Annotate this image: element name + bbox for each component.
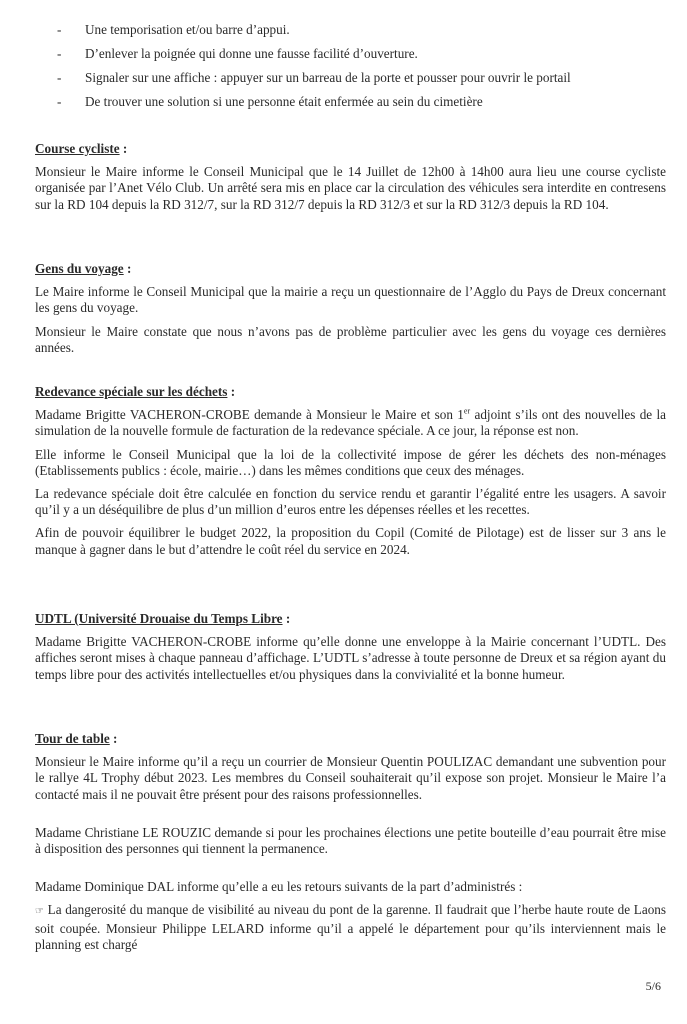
- section-tour-de-table: [35, 731, 666, 960]
- section-heading: Redevance spéciale sur les déchets :: [35, 384, 236, 399]
- bullet-dash: -: [57, 22, 62, 37]
- list-item: - Une temporisation et/ou barre d’appui.: [57, 22, 290, 37]
- section-gens-du-voyage: [35, 261, 666, 363]
- paragraph: La redevance spéciale doit être calculée en fonction du service rendu et garantir l’égalité entre les usagers. A savoir qu’il y a un déséquilibre de plus d’un million d’euros entre les dépenses réelles et les recettes.: [35, 486, 666, 518]
- finger-bullet-item: ☞ La dangerosité du manque de visibilité au niveau du pont de la garenne. Il faudrait que l’herbe haute route de Laons soit coupée. Monsieur Philippe LELARD informe qu’il a appelé le département pour qu’ils interviennent mais le planning est chargé: [35, 902, 667, 952]
- bullet-list: [57, 22, 657, 118]
- section-heading: UDTL (Université Drouaise du Temps Libre :: [35, 611, 291, 626]
- list-item: - Signaler sur une affiche : appuyer sur un barreau de la porte et pousser pour ouvrir le portail: [57, 70, 571, 85]
- bullet-dash: -: [57, 94, 62, 109]
- paragraph: Afin de pouvoir équilibrer le budget 2022, la proposition du Copil (Comité de Pilotage) est de lisser sur 3 ans le manque à gagner dans le but d’attendre le coût réel du service en 2024.: [35, 525, 666, 557]
- paragraph: Madame Brigitte VACHERON-CROBE demande à Monsieur le Maire et son 1er adjoint s’ils ont des nouvelles de la simulation de la nouvelle formule de facturation de la redevance spéciale. A ce jour, la réponse est non.: [35, 406, 667, 439]
- paragraph: Monsieur le Maire constate que nous n’avons pas de problème particulier avec les gens du voyage ces dernières années.: [35, 323, 666, 355]
- section-course-cycliste: [35, 141, 666, 220]
- list-item: - De trouver une solution si une personne était enfermée au sein du cimetière: [57, 94, 483, 109]
- page-number: 5/6: [645, 979, 661, 993]
- section-heading: Tour de table :: [35, 731, 118, 746]
- paragraph: Le Maire informe le Conseil Municipal que la mairie a reçu un questionnaire de l’Agglo du Pays de Dreux concernant les gens du voyage.: [35, 284, 666, 316]
- section-udtl: [35, 611, 666, 690]
- paragraph: Monsieur le Maire informe le Conseil Municipal que le 14 Juillet de 12h00 à 14h00 aura lieu une course cycliste organisée par l’Anet Vélo Club. Un arrêté sera mis en place car la circulation des véhicules sera interdite en contresens sur la RD 104 depuis la RD 312/7, sur la RD 312/7 depuis la RD 312/3 et sur la RD 312/3 depuis la RD 104.: [35, 164, 666, 212]
- list-item: - D’enlever la poignée qui donne une fausse facilité d’ouverture.: [57, 46, 418, 61]
- paragraph: Madame Brigitte VACHERON-CROBE informe qu’elle donne une enveloppe à la Mairie concernant l’UDTL. Des affiches seront mises à chaque panneau d’affichage. L’UDTL s’adresse à toute personne de Dreux et sa région ayant du temps libre pour des activités intellectuelles et/ou physiques dans la convivialité et la bonne humeur.: [35, 634, 666, 682]
- section-redevance: [35, 384, 666, 565]
- bullet-dash: -: [57, 70, 62, 85]
- paragraph: Monsieur le Maire informe qu’il a reçu un courrier de Monsieur Quentin POULIZAC demandant une subvention pour le rallye 4L Trophy début 2023. Les membres du Conseil souhaiterait qu’il expose son projet. Monsieur le Maire l’a contacté mais il ne pouvait être présent pour des raisons professionnelles.: [35, 754, 666, 802]
- paragraph: Elle informe le Conseil Municipal que la loi de la collectivité impose de gérer les déchets des non-ménages (Etablissements publics : école, mairie…) dans les mêmes conditions que ceux des ménages.: [35, 446, 666, 478]
- bullet-dash: -: [57, 46, 62, 61]
- section-heading: Course cycliste :: [35, 141, 128, 156]
- paragraph: Madame Dominique DAL informe qu’elle a eu les retours suivants de la part d’administrés :: [35, 879, 523, 895]
- paragraph: Madame Christiane LE ROUZIC demande si pour les prochaines élections une petite bouteille d’eau pourrait être mise à disposition des personnes qui tiennent la permanence.: [35, 824, 666, 857]
- section-heading: Gens du voyage :: [35, 261, 132, 276]
- pointing-finger-icon: ☞: [35, 906, 44, 918]
